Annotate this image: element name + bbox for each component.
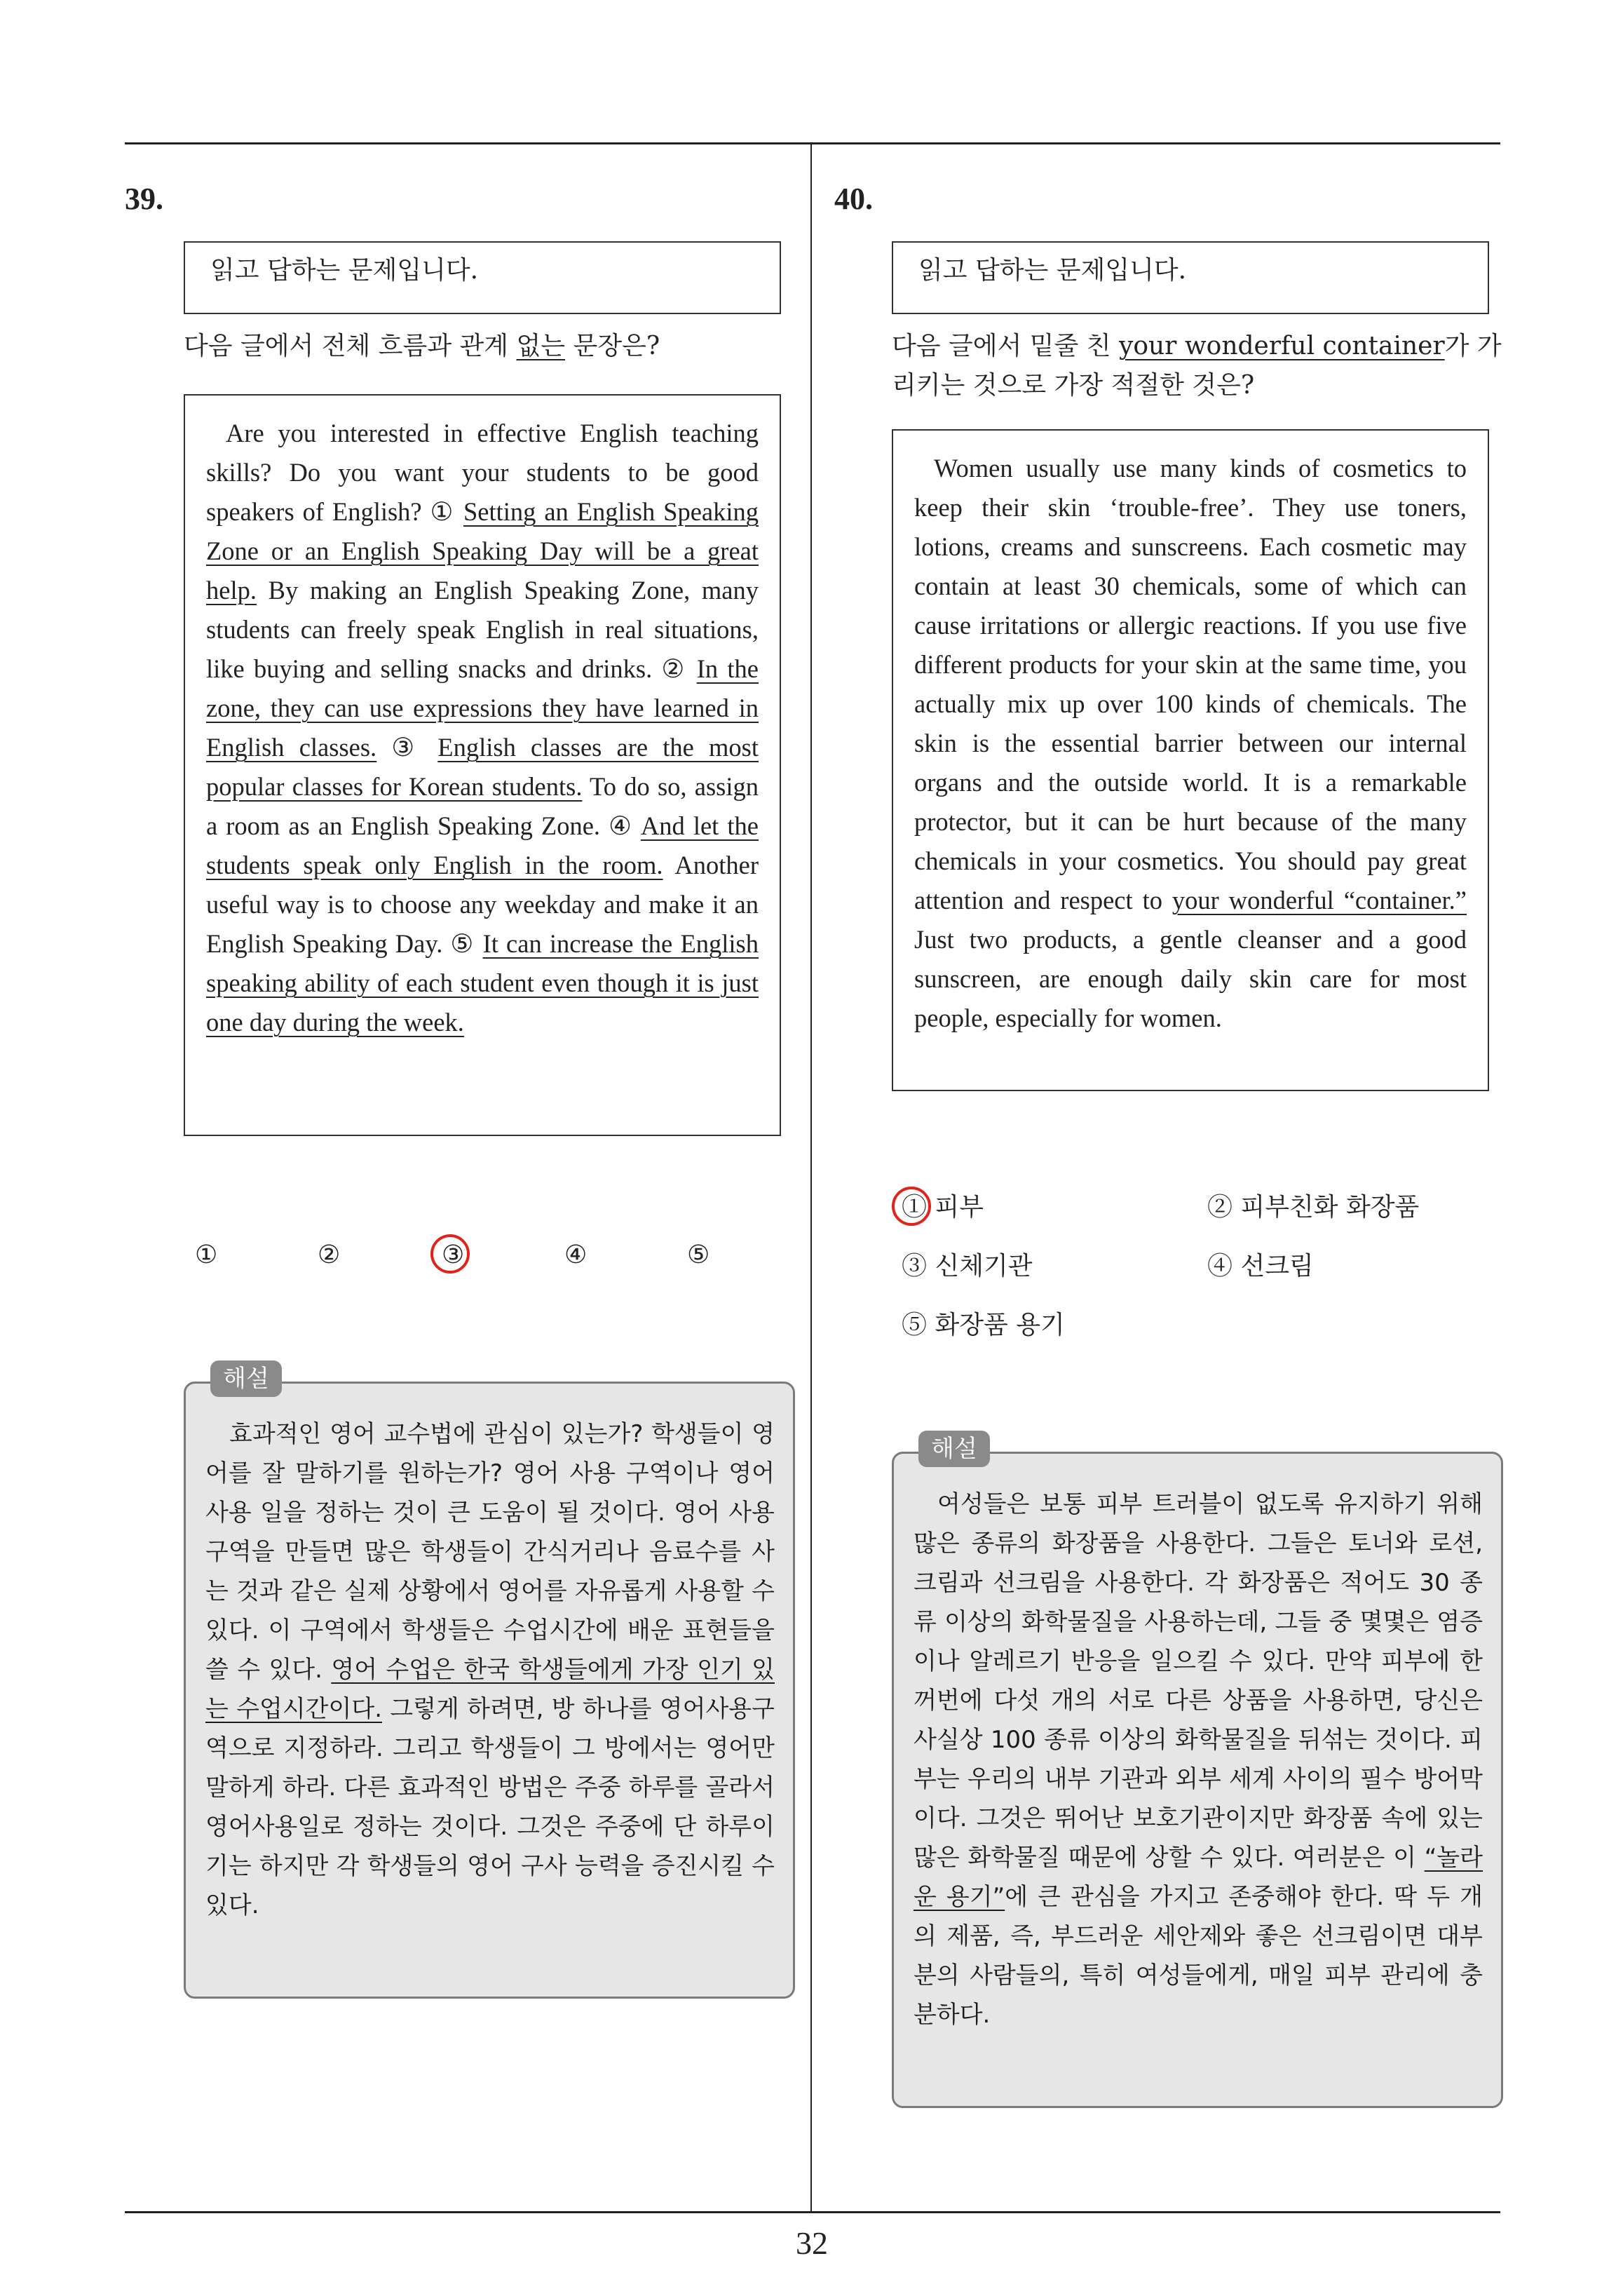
q39-sentence-4: And let the students speak only English in the room. — [206, 811, 759, 879]
q39-answer-circle-mark — [430, 1234, 470, 1274]
q40-underlined-phrase: your wonderful “container.” — [1172, 886, 1467, 914]
q40-instruction-box — [892, 241, 1489, 314]
q39-explanation-tag: 해설 — [210, 1360, 282, 1397]
q39-stem-underline: 없는 — [516, 332, 566, 360]
q40-choice-1[interactable]: ① 피부 — [902, 1193, 984, 1222]
marker-4: ④ — [609, 811, 634, 840]
q39-choice-3[interactable]: ③ — [442, 1241, 465, 1269]
q40-choice-3[interactable]: ③ 신체기관 — [902, 1252, 1033, 1281]
q39-passage-box — [184, 394, 781, 1136]
q39-choice-4[interactable]: ④ — [564, 1241, 588, 1269]
q40-explanation-box — [892, 1452, 1503, 2108]
q39-stem — [184, 327, 787, 366]
q39-sentence-1: Setting an English Speaking Zone or an English Speaking Day will be a great help. — [206, 497, 759, 605]
page-number: 32 — [796, 2225, 828, 2261]
marker-1: ① — [430, 497, 456, 526]
q40-stem-text: 다음 글에서 밑줄 친 — [892, 332, 1119, 360]
marker-2: ② — [661, 654, 688, 683]
q39-instruction-box — [184, 241, 781, 314]
q40-stem-text-end: 가 가리키는 것으로 가장 적절한 것은? — [892, 332, 1502, 400]
top-rule — [125, 142, 1500, 144]
q40-passage-box — [892, 429, 1489, 1091]
marker-3: ③ — [391, 733, 423, 762]
q39-stem-text-end: 문장은? — [565, 332, 660, 360]
q40-choice-4[interactable]: ④ 선크림 — [1207, 1252, 1314, 1281]
q40-choice-2[interactable]: ② 피부친화 화장품 — [1207, 1193, 1420, 1222]
q40-choice-5[interactable]: ⑤ 화장품 용기 — [902, 1311, 1065, 1339]
q39-sentence-5: It can increase the English speaking ability of each student even though it is just one day during the week. — [206, 929, 759, 1036]
q39-choice-5[interactable]: ⑤ — [687, 1241, 710, 1269]
q40-explanation-underline: “놀라운 용기” — [914, 1844, 1483, 1911]
q39-choice-2[interactable]: ② — [318, 1241, 341, 1269]
q39-stem-text: 다음 글에서 전체 흐름과 관계 — [184, 332, 517, 360]
q39-instruction: 읽고 답하는 문제입니다. — [210, 256, 479, 285]
q39-passage: Are you interested in effective English teaching skills? Do you want your students to be good speakers of English? ① Setting an English Speaking Zone or an English Speaking Day will be a great help. By making an English Speaking Zone, many students can freely speak English in real situations, like buying and selling snacks and drinks. ② In the zone, they can use expressions they have learned in English classes. ③ English classes are the most popular classes for Korean students. To do so, assign a room as an English Speaking Zone. ④ And let the students speak only English in the room. Another useful way is to choose any weekday and make it an English Speaking Day. ⑤ It can increase the English speaking ability of each student even though it is just one day during the week. — [206, 419, 759, 1036]
q39-sentence-3: English classes are the most popular classes for Korean students. — [206, 733, 759, 801]
q40-answer-circle-mark — [892, 1187, 931, 1226]
q39-explanation-box — [184, 1382, 795, 1999]
q40-instruction: 읽고 답하는 문제입니다. — [918, 256, 1187, 285]
q39-number: 39. — [125, 182, 163, 216]
q40-explanation-text: 여성들은 보통 피부 트러블이 없도록 유지하기 위해 많은 종류의 화장품을 사용한다. 그들은 토너와 로션, 크림과 선크림을 사용한다. 각 화장품은 적어도 30 종류 이상의 화학물질을 사용하는데, 그들 중 몇몇은 염증이나 알레르기 반응을 일으킬 수 있다. 만약 피부에 한꺼번에 다섯 개의 서로 다른 상품을 사용하면, 당신은 사실상 100 종류 이상의 화학물질을 뒤섞는 것이다. 피부는 우리의 내부 기관과 외부 세계 사이의 필수 방어막이다. 그것은 뛰어난 보호기관이지만 화장품 속에 있는 많은 화학물질 때문에 상할 수 있다. 여러분은 이 “놀라운 용기”에 큰 관심을 가지고 존중해야 한다. 딱 두 개의 제품, 즉, 부드러운 세안제와 좋은 선크림이면 대부분의 사람들의, 특히 여성들에게, 매일 피부 관리에 충분하다. — [914, 1490, 1483, 2029]
q40-passage: Women usually use many kinds of cosmetics to keep their skin ‘trouble-free’. They use toners, lotions, creams and sunscreens. Each cosmetic may contain at least 30 chemicals, some of which can cause irritations or allergic reactions. If you use five different products for your skin at the same time, you actually mix up over 100 kinds of chemicals. The skin is the essential barrier between our internal organs and the outside world. It is a remarkable protector, but it can be hurt because of the many chemicals in your cosmetics. You should pay great attention and respect to your wonderful “container.” Just two products, a gentle cleanser and a good sunscreen, are enough daily skin care for most people, especially for women. — [914, 454, 1467, 1032]
q40-stem-underline: your wonderful container — [1118, 332, 1445, 360]
q39-choice-1[interactable]: ① — [195, 1241, 218, 1269]
q39-explanation-text: 효과적인 영어 교수법에 관심이 있는가? 학생들이 영어를 잘 말하기를 원하는가? 영어 사용 구역이나 영어 사용 일을 정하는 것이 큰 도움이 될 것이다. 영어 사용 구역을 만들면 많은 학생들이 간식거리나 음료수를 사는 것과 같은 실제 상황에서 영어를 자유롭게 사용할 수 있다. 이 구역에서 학생들은 수업시간에 배운 표현들을 쓸 수 있다. 영어 수업은 한국 학생들에게 가장 인기 있는 수업시간이다. 그렇게 하려면, 방 하나를 영어사용구역으로 지정하라. 그리고 학생들이 그 방에서는 영어만 말하게 하라. 다른 효과적인 방법은 주중 하루를 골라서 영어사용일로 정하는 것이다. 그것은 주중에 단 하루이기는 하지만 각 학생들의 영어 구사 능력을 증진시킬 수 있다. — [205, 1420, 775, 1919]
column-divider — [810, 144, 812, 2212]
bottom-rule — [125, 2211, 1500, 2213]
q40-explanation-tag: 해설 — [918, 1431, 990, 1467]
q39-explanation-underline: 영어 수업은 한국 학생들에게 가장 인기 있는 수업시간이다. — [205, 1656, 775, 1723]
marker-5: ⑤ — [450, 929, 475, 958]
q40-stem — [892, 327, 1509, 405]
q40-number: 40. — [834, 182, 873, 216]
q39-sentence-2: In the zone, they can use expressions they have learned in English classes. — [206, 654, 759, 762]
